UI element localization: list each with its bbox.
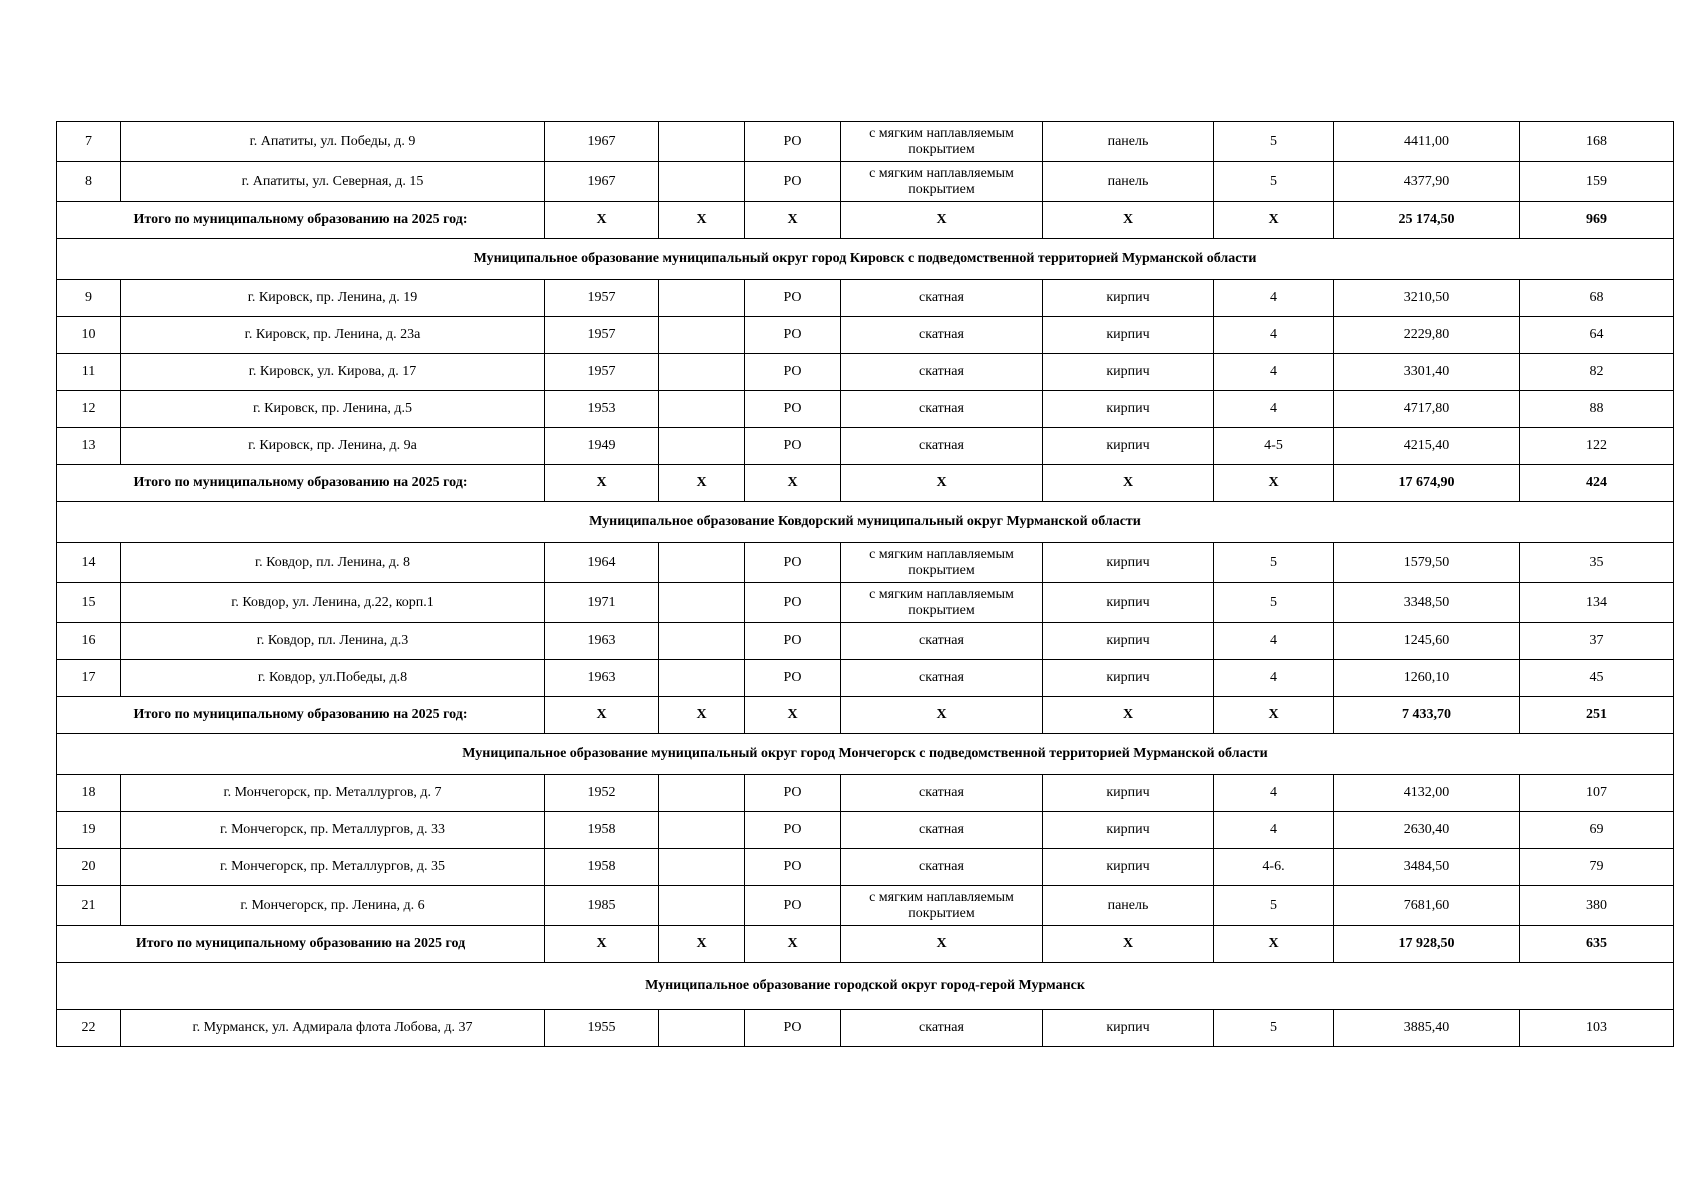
table-row [57,1010,1674,1047]
roof-type-cell: скатная [841,623,1043,660]
address-cell: г. Ковдор, ул. Ленина, д.22, корп.1 [121,583,545,623]
year-cell: 1985 [545,886,659,926]
residents-cell: 37 [1520,623,1674,660]
roof-type-cell: скатная [841,849,1043,886]
ro-cell: РО [745,1010,841,1047]
section-header-row [57,502,1674,543]
table-row [57,354,1674,391]
wall-material-cell: кирпич [1043,623,1214,660]
address-cell: г. Кировск, пр. Ленина, д. 9а [121,428,545,465]
wall-material-cell: кирпич [1043,280,1214,317]
table-row [57,886,1674,926]
year-cell: 1967 [545,162,659,202]
floors-cell: 4-5 [1214,428,1334,465]
subtotal-label: Итого по муниципальному образованию на 2025 год: [57,202,545,239]
residents-cell: 122 [1520,428,1674,465]
subtotal-residents-cell: 969 [1520,202,1674,239]
x-mark-cell: Х [545,202,659,239]
roof-type-cell: скатная [841,660,1043,697]
area-cell: 4717,80 [1334,391,1520,428]
empty-cell [659,280,745,317]
row-number-cell: 21 [57,886,121,926]
residents-cell: 103 [1520,1010,1674,1047]
area-cell: 1245,60 [1334,623,1520,660]
wall-material-cell: кирпич [1043,583,1214,623]
address-cell: г. Кировск, ул. Кирова, д. 17 [121,354,545,391]
table-row [57,317,1674,354]
table-row [57,543,1674,583]
area-cell: 3301,40 [1334,354,1520,391]
empty-cell [659,660,745,697]
subtotal-row [57,697,1674,734]
year-cell: 1957 [545,280,659,317]
x-mark-cell: Х [1214,926,1334,963]
address-cell: г. Ковдор, пл. Ленина, д.3 [121,623,545,660]
table-row [57,623,1674,660]
roof-type-cell: скатная [841,354,1043,391]
x-mark-cell: Х [745,697,841,734]
floors-cell: 5 [1214,162,1334,202]
row-number-cell: 8 [57,162,121,202]
empty-cell [659,583,745,623]
row-number-cell: 7 [57,122,121,162]
row-number-cell: 18 [57,775,121,812]
address-cell: г. Кировск, пр. Ленина, д. 19 [121,280,545,317]
roof-type-cell: скатная [841,428,1043,465]
year-cell: 1953 [545,391,659,428]
x-mark-cell: Х [659,697,745,734]
x-mark-cell: Х [545,465,659,502]
x-mark-cell: Х [1214,697,1334,734]
ro-cell: РО [745,280,841,317]
row-number-cell: 12 [57,391,121,428]
ro-cell: РО [745,162,841,202]
subtotal-residents-cell: 424 [1520,465,1674,502]
empty-cell [659,543,745,583]
empty-cell [659,354,745,391]
floors-cell: 4 [1214,391,1334,428]
row-number-cell: 9 [57,280,121,317]
empty-cell [659,1010,745,1047]
floors-cell: 4 [1214,660,1334,697]
row-number-cell: 13 [57,428,121,465]
empty-cell [659,428,745,465]
table-row [57,391,1674,428]
year-cell: 1958 [545,812,659,849]
section-header-row [57,734,1674,775]
area-cell: 4377,90 [1334,162,1520,202]
ro-cell: РО [745,886,841,926]
section-header-row [57,963,1674,1010]
x-mark-cell: Х [841,926,1043,963]
year-cell: 1952 [545,775,659,812]
empty-cell [659,317,745,354]
x-mark-cell: Х [1043,697,1214,734]
x-mark-cell: Х [745,465,841,502]
roof-type-cell: скатная [841,317,1043,354]
table-row [57,428,1674,465]
floors-cell: 4 [1214,317,1334,354]
wall-material-cell: панель [1043,122,1214,162]
x-mark-cell: Х [841,465,1043,502]
residents-cell: 45 [1520,660,1674,697]
floors-cell: 5 [1214,583,1334,623]
municipality-heading: Муниципальное образование муниципальный округ город Кировск с подведомственной территорией Мурманской области [57,239,1674,280]
subtotal-area-cell: 17 674,90 [1334,465,1520,502]
area-cell: 3484,50 [1334,849,1520,886]
address-cell: г. Мурманск, ул. Адмирала флота Лобова, д. 37 [121,1010,545,1047]
residents-cell: 88 [1520,391,1674,428]
year-cell: 1958 [545,849,659,886]
row-number-cell: 15 [57,583,121,623]
residents-cell: 380 [1520,886,1674,926]
subtotal-residents-cell: 251 [1520,697,1674,734]
x-mark-cell: Х [841,697,1043,734]
address-cell: г. Мончегорск, пр. Металлургов, д. 35 [121,849,545,886]
floors-cell: 4-6. [1214,849,1334,886]
roof-type-cell: скатная [841,280,1043,317]
area-cell: 1260,10 [1334,660,1520,697]
wall-material-cell: кирпич [1043,391,1214,428]
subtotal-row [57,465,1674,502]
wall-material-cell: кирпич [1043,543,1214,583]
x-mark-cell: Х [745,926,841,963]
empty-cell [659,886,745,926]
row-number-cell: 22 [57,1010,121,1047]
table-row [57,812,1674,849]
residents-cell: 79 [1520,849,1674,886]
ro-cell: РО [745,583,841,623]
residents-cell: 168 [1520,122,1674,162]
table-body [57,122,1674,1047]
area-cell: 3210,50 [1334,280,1520,317]
ro-cell: РО [745,660,841,697]
residents-cell: 134 [1520,583,1674,623]
subtotal-row [57,926,1674,963]
area-cell: 1579,50 [1334,543,1520,583]
empty-cell [659,162,745,202]
x-mark-cell: Х [1214,202,1334,239]
wall-material-cell: панель [1043,162,1214,202]
x-mark-cell: Х [1043,202,1214,239]
municipality-heading: Муниципальное образование городской округ город-герой Мурманск [57,963,1674,1010]
ro-cell: РО [745,391,841,428]
table-row [57,162,1674,202]
wall-material-cell: кирпич [1043,428,1214,465]
floors-cell: 4 [1214,280,1334,317]
roof-type-cell: скатная [841,775,1043,812]
subtotal-row [57,202,1674,239]
area-cell: 4215,40 [1334,428,1520,465]
year-cell: 1957 [545,354,659,391]
empty-cell [659,623,745,660]
floors-cell: 4 [1214,812,1334,849]
wall-material-cell: кирпич [1043,775,1214,812]
table-row [57,849,1674,886]
address-cell: г. Ковдор, ул.Победы, д.8 [121,660,545,697]
wall-material-cell: кирпич [1043,317,1214,354]
roof-type-cell: с мягким наплавляемым покрытием [841,583,1043,623]
roof-type-cell: с мягким наплавляемым покрытием [841,122,1043,162]
wall-material-cell: кирпич [1043,1010,1214,1047]
municipality-heading: Муниципальное образование Ковдорский муниципальный округ Мурманской области [57,502,1674,543]
roof-type-cell: скатная [841,391,1043,428]
ro-cell: РО [745,623,841,660]
row-number-cell: 19 [57,812,121,849]
empty-cell [659,775,745,812]
ro-cell: РО [745,543,841,583]
table-row [57,775,1674,812]
area-cell: 3348,50 [1334,583,1520,623]
floors-cell: 4 [1214,354,1334,391]
area-cell: 4132,00 [1334,775,1520,812]
x-mark-cell: Х [545,926,659,963]
wall-material-cell: панель [1043,886,1214,926]
roof-type-cell: с мягким наплавляемым покрытием [841,543,1043,583]
row-number-cell: 11 [57,354,121,391]
floors-cell: 5 [1214,543,1334,583]
year-cell: 1964 [545,543,659,583]
empty-cell [659,391,745,428]
table-row [57,280,1674,317]
address-cell: г. Апатиты, ул. Победы, д. 9 [121,122,545,162]
year-cell: 1955 [545,1010,659,1047]
subtotal-label: Итого по муниципальному образованию на 2025 год: [57,697,545,734]
residents-cell: 69 [1520,812,1674,849]
ro-cell: РО [745,775,841,812]
wall-material-cell: кирпич [1043,812,1214,849]
wall-material-cell: кирпич [1043,849,1214,886]
area-cell: 2630,40 [1334,812,1520,849]
subtotal-label: Итого по муниципальному образованию на 2025 год: [57,465,545,502]
floors-cell: 4 [1214,775,1334,812]
subtotal-residents-cell: 635 [1520,926,1674,963]
year-cell: 1957 [545,317,659,354]
year-cell: 1971 [545,583,659,623]
floors-cell: 5 [1214,122,1334,162]
roof-type-cell: с мягким наплавляемым покрытием [841,886,1043,926]
year-cell: 1949 [545,428,659,465]
address-cell: г. Мончегорск, пр. Металлургов, д. 33 [121,812,545,849]
address-cell: г. Мончегорск, пр. Ленина, д. 6 [121,886,545,926]
wall-material-cell: кирпич [1043,354,1214,391]
residents-cell: 107 [1520,775,1674,812]
x-mark-cell: Х [659,202,745,239]
residents-cell: 64 [1520,317,1674,354]
area-cell: 4411,00 [1334,122,1520,162]
empty-cell [659,122,745,162]
ro-cell: РО [745,317,841,354]
x-mark-cell: Х [1214,465,1334,502]
table-row [57,122,1674,162]
row-number-cell: 17 [57,660,121,697]
x-mark-cell: Х [1043,926,1214,963]
wall-material-cell: кирпич [1043,660,1214,697]
area-cell: 7681,60 [1334,886,1520,926]
address-cell: г. Кировск, пр. Ленина, д. 23а [121,317,545,354]
ro-cell: РО [745,849,841,886]
row-number-cell: 20 [57,849,121,886]
year-cell: 1963 [545,660,659,697]
address-cell: г. Мончегорск, пр. Металлургов, д. 7 [121,775,545,812]
year-cell: 1967 [545,122,659,162]
ro-cell: РО [745,122,841,162]
x-mark-cell: Х [745,202,841,239]
address-cell: г. Апатиты, ул. Северная, д. 15 [121,162,545,202]
residents-cell: 159 [1520,162,1674,202]
subtotal-area-cell: 7 433,70 [1334,697,1520,734]
address-cell: г. Ковдор, пл. Ленина, д. 8 [121,543,545,583]
x-mark-cell: Х [1043,465,1214,502]
housing-table [56,121,1674,1047]
floors-cell: 4 [1214,623,1334,660]
table-row [57,583,1674,623]
empty-cell [659,849,745,886]
roof-type-cell: скатная [841,812,1043,849]
address-cell: г. Кировск, пр. Ленина, д.5 [121,391,545,428]
roof-type-cell: с мягким наплавляемым покрытием [841,162,1043,202]
subtotal-area-cell: 17 928,50 [1334,926,1520,963]
subtotal-area-cell: 25 174,50 [1334,202,1520,239]
row-number-cell: 10 [57,317,121,354]
subtotal-label: Итого по муниципальному образованию на 2025 год [57,926,545,963]
x-mark-cell: Х [841,202,1043,239]
row-number-cell: 16 [57,623,121,660]
ro-cell: РО [745,428,841,465]
residents-cell: 35 [1520,543,1674,583]
area-cell: 2229,80 [1334,317,1520,354]
municipality-heading: Муниципальное образование муниципальный округ город Мончегорск с подведомственной территорией Мурманской области [57,734,1674,775]
ro-cell: РО [745,354,841,391]
floors-cell: 5 [1214,886,1334,926]
row-number-cell: 14 [57,543,121,583]
year-cell: 1963 [545,623,659,660]
residents-cell: 68 [1520,280,1674,317]
floors-cell: 5 [1214,1010,1334,1047]
x-mark-cell: Х [659,465,745,502]
section-header-row [57,239,1674,280]
ro-cell: РО [745,812,841,849]
empty-cell [659,812,745,849]
area-cell: 3885,40 [1334,1010,1520,1047]
x-mark-cell: Х [659,926,745,963]
table-row [57,660,1674,697]
x-mark-cell: Х [545,697,659,734]
roof-type-cell: скатная [841,1010,1043,1047]
residents-cell: 82 [1520,354,1674,391]
